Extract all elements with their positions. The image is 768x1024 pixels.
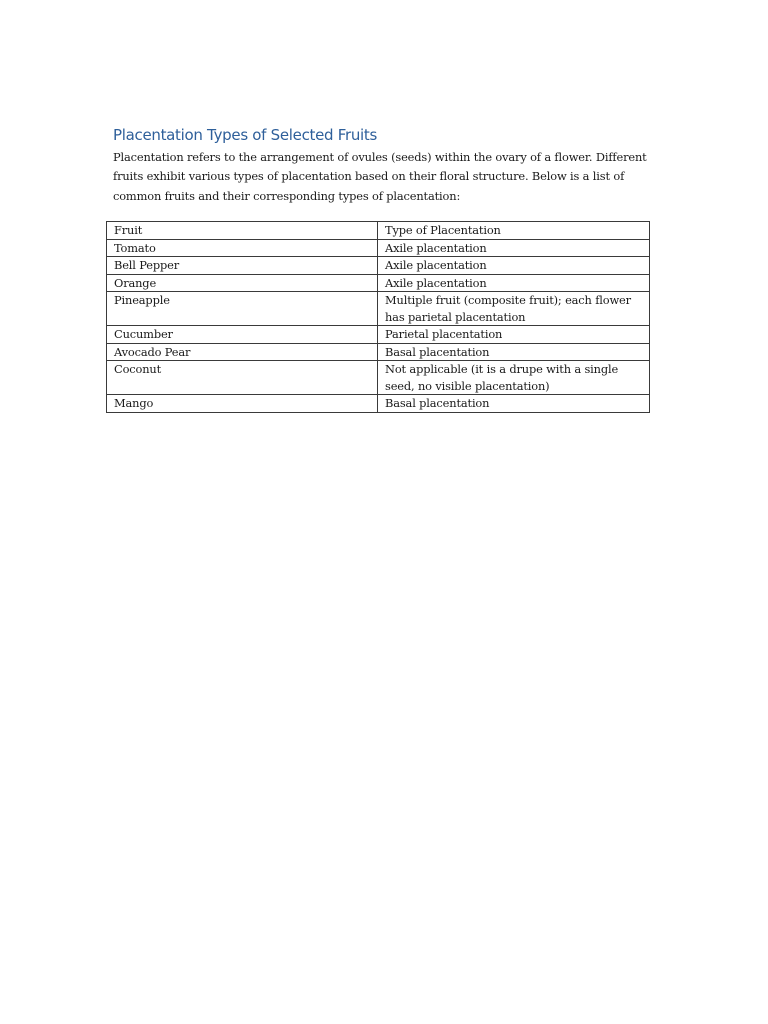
fruit-cell: Cucumber [107, 326, 378, 344]
table-row [107, 343, 650, 361]
fruit-cell: Coconut [107, 361, 378, 395]
table-header-row [107, 222, 650, 240]
placentation-cell: Not applicable (it is a drupe with a single seed, no visible placentation) [378, 361, 650, 395]
fruit-cell: Bell Pepper [107, 257, 378, 275]
placentation-cell: Axile placentation [378, 239, 650, 257]
fruit-cell: Mango [107, 395, 378, 413]
placentation-cell: Basal placentation [378, 343, 650, 361]
table-row [107, 274, 650, 292]
fruit-cell: Orange [107, 274, 378, 292]
placentation-cell: Multiple fruit (composite fruit); each flower has parietal placentation [378, 292, 650, 326]
fruit-cell: Avocado Pear [107, 343, 378, 361]
fruit-cell: Tomato [107, 239, 378, 257]
table-row [107, 239, 650, 257]
header-fruit: Fruit [107, 222, 378, 240]
placentation-cell: Parietal placentation [378, 326, 650, 344]
placentation-cell: Axile placentation [378, 274, 650, 292]
header-type-of-placentation: Type of Placentation [378, 222, 650, 240]
fruit-cell: Pineapple [107, 292, 378, 326]
table-row [107, 292, 650, 326]
table-row [107, 257, 650, 275]
table-row [107, 361, 650, 395]
placentation-cell: Axile placentation [378, 257, 650, 275]
intro-paragraph: Placentation refers to the arrangement of ovules (seeds) within the ovary of a flower. Different fruits exhibit various types of placentation based on their floral structure. Below is a list of common fruits and their corresponding types of placentation: [113, 150, 647, 203]
document-title: Placentation Types of Selected Fruits [113, 126, 377, 144]
table-row [107, 395, 650, 413]
placentation-cell: Basal placentation [378, 395, 650, 413]
placentation-table [106, 221, 650, 413]
table-row [107, 326, 650, 344]
